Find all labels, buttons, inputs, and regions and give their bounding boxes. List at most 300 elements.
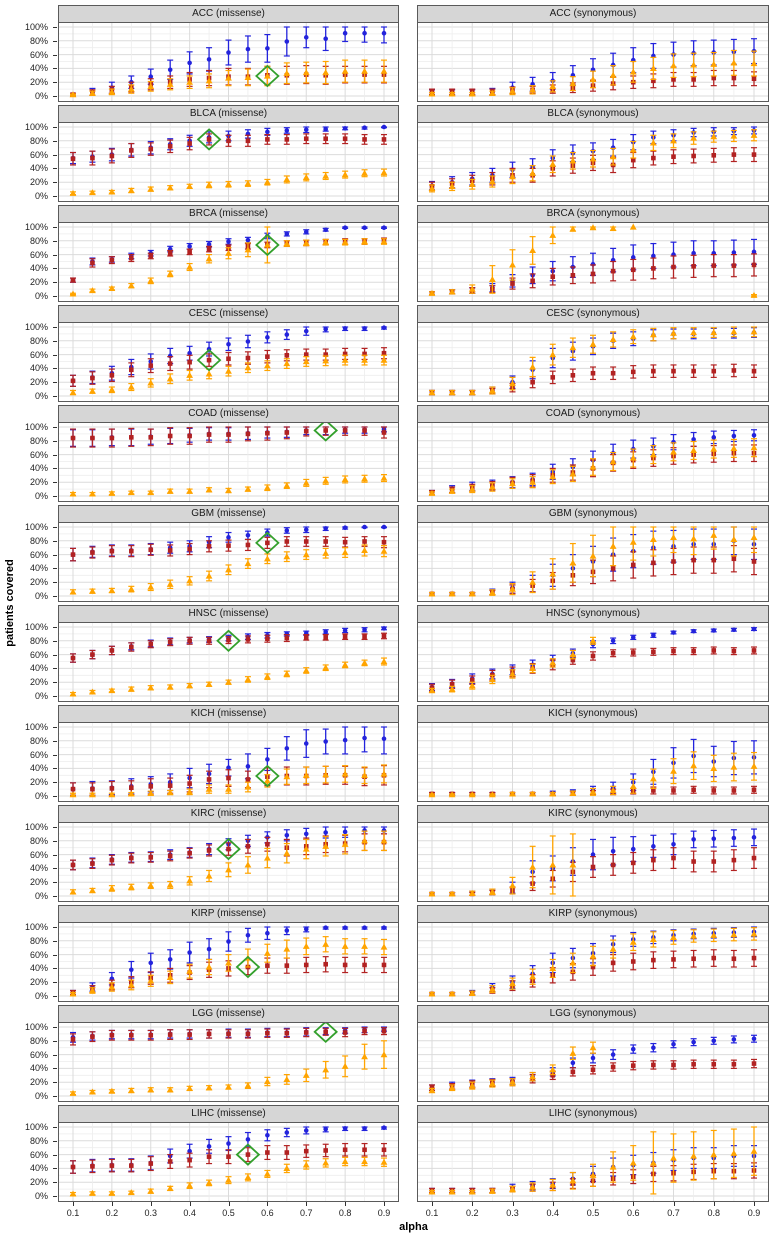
y-tick-label: 40% <box>29 763 48 774</box>
red-square-marker <box>129 856 134 861</box>
y-tick-mark <box>53 968 57 969</box>
x-tick-label: 0.7 <box>299 1208 313 1218</box>
red-square-marker <box>711 956 716 961</box>
red-square-marker <box>129 256 134 261</box>
panel-plot <box>59 223 398 301</box>
y-tick-label: 80% <box>29 1135 48 1146</box>
y-tick-mark <box>53 96 57 97</box>
blue-circle-marker <box>207 947 212 952</box>
red-square-marker <box>246 1032 251 1037</box>
orange-triangle-marker <box>322 477 329 483</box>
blue-circle-marker <box>362 736 367 741</box>
facet-strip-title: KIRP (synonymous) <box>418 906 768 923</box>
red-square-marker <box>285 353 290 358</box>
red-square-marker <box>90 861 95 866</box>
red-square-marker <box>246 356 251 361</box>
red-square-marker <box>711 859 716 864</box>
orange-triangle-marker <box>529 791 536 797</box>
y-tick-mark <box>53 155 57 156</box>
y-tick-label: 100% <box>24 122 48 132</box>
y-tick-mark <box>53 1027 57 1028</box>
red-square-marker <box>343 963 348 968</box>
red-square-marker <box>752 152 757 157</box>
panel-KIRC-missense <box>58 805 399 902</box>
orange-triangle-marker <box>381 658 388 664</box>
red-square-marker <box>90 550 95 555</box>
y-tick-mark <box>53 368 57 369</box>
red-square-marker <box>168 251 173 256</box>
orange-triangle-marker <box>429 185 436 191</box>
panel-LIHC-missense <box>58 1105 399 1202</box>
facet-strip-title: LIHC (missense) <box>59 1106 398 1123</box>
blue-circle-marker <box>691 837 696 842</box>
x-tick-mark <box>384 1202 385 1206</box>
panel-BLCA-synonymous <box>417 105 769 202</box>
orange-triangle-marker <box>710 446 717 452</box>
blue-circle-marker <box>711 836 716 841</box>
orange-triangle-marker <box>342 771 349 777</box>
blue-circle-marker <box>304 1128 309 1133</box>
orange-triangle-marker <box>670 1155 677 1161</box>
orange-triangle-marker <box>650 536 657 542</box>
orange-triangle-marker <box>245 784 252 790</box>
red-square-marker <box>611 566 616 571</box>
orange-triangle-marker <box>730 59 737 65</box>
facet-strip-title: COAD (synonymous) <box>418 406 768 423</box>
red-square-marker <box>691 77 696 82</box>
y-tick-mark <box>53 296 57 297</box>
orange-triangle-marker <box>569 344 576 350</box>
orange-triangle-marker <box>264 1078 271 1084</box>
y-tick-mark <box>53 482 57 483</box>
red-square-marker <box>110 436 115 441</box>
red-square-marker <box>129 645 134 650</box>
red-square-marker <box>382 430 387 435</box>
orange-triangle-marker <box>381 357 388 363</box>
red-square-marker <box>207 1032 212 1037</box>
blue-circle-marker <box>304 927 309 932</box>
red-square-marker <box>71 787 76 792</box>
blue-circle-marker <box>651 633 656 638</box>
orange-triangle-marker <box>361 170 368 176</box>
blue-circle-marker <box>711 435 716 440</box>
orange-triangle-marker <box>186 577 193 583</box>
red-square-marker <box>362 634 367 639</box>
blue-circle-marker <box>323 925 328 930</box>
orange-triangle-marker <box>147 584 154 590</box>
y-tick-mark <box>53 82 57 83</box>
orange-triangle-marker <box>610 336 617 342</box>
red-square-marker <box>226 847 231 852</box>
blue-circle-marker <box>285 928 290 933</box>
blue-circle-marker <box>323 739 328 744</box>
blue-circle-marker <box>285 128 290 133</box>
blue-circle-marker <box>382 31 387 36</box>
red-square-marker <box>207 432 212 437</box>
y-tick-label: 0% <box>34 491 48 501</box>
x-tick-mark <box>674 1202 675 1206</box>
red-square-marker <box>323 1030 328 1035</box>
red-square-marker <box>591 865 596 870</box>
blue-circle-marker <box>265 1133 270 1138</box>
red-square-marker <box>168 1159 173 1164</box>
red-square-marker <box>168 1032 173 1037</box>
x-tick-label: 0.2 <box>105 1208 119 1218</box>
y-tick-mark <box>53 241 57 242</box>
y-tick-label: 40% <box>29 663 48 674</box>
red-square-marker <box>711 369 716 374</box>
blue-circle-marker <box>187 950 192 955</box>
y-tick-label: 80% <box>29 535 48 546</box>
x-tick-mark <box>306 1202 307 1206</box>
orange-triangle-marker <box>569 959 576 965</box>
blue-circle-marker <box>285 746 290 751</box>
red-square-marker <box>382 1029 387 1034</box>
x-tick-mark <box>432 1202 433 1206</box>
y-tick-label: 40% <box>29 1063 48 1074</box>
orange-triangle-marker <box>147 977 154 983</box>
panel-COAD-synonymous <box>417 405 769 502</box>
blue-circle-marker <box>226 239 231 244</box>
y-tick-label: 0% <box>34 1191 48 1201</box>
panel-CESC-synonymous <box>417 305 769 402</box>
x-tick-label: 0.3 <box>144 1208 157 1218</box>
red-square-marker <box>304 635 309 640</box>
blue-circle-marker <box>382 626 387 631</box>
y-tick-mark <box>53 396 57 397</box>
red-square-marker <box>246 844 251 849</box>
blue-circle-marker <box>362 627 367 632</box>
red-square-marker <box>207 777 212 782</box>
y-tick-label: 60% <box>29 649 48 660</box>
red-square-marker <box>187 360 192 365</box>
y-tick-label: 80% <box>29 935 48 946</box>
blue-circle-marker <box>343 225 348 230</box>
orange-triangle-marker <box>342 943 349 949</box>
red-square-marker <box>752 956 757 961</box>
orange-triangle-marker <box>361 475 368 481</box>
red-square-marker <box>265 1150 270 1155</box>
y-tick-mark <box>53 68 57 69</box>
y-tick-mark <box>53 441 57 442</box>
blue-circle-marker <box>711 628 716 633</box>
orange-triangle-marker <box>590 464 597 470</box>
y-tick-mark <box>53 468 57 469</box>
orange-triangle-marker <box>489 178 496 184</box>
red-square-marker <box>148 363 153 368</box>
red-square-marker <box>207 639 212 644</box>
red-square-marker <box>571 273 576 278</box>
red-square-marker <box>265 842 270 847</box>
red-square-marker <box>285 539 290 544</box>
orange-triangle-marker <box>342 841 349 847</box>
orange-triangle-marker <box>590 553 597 559</box>
red-square-marker <box>110 648 115 653</box>
y-tick-mark <box>53 427 57 428</box>
orange-triangle-marker <box>70 991 77 997</box>
red-square-marker <box>187 141 192 146</box>
blue-circle-marker <box>323 327 328 332</box>
red-square-marker <box>732 556 737 561</box>
blue-circle-marker <box>323 1127 328 1132</box>
blue-circle-marker <box>362 525 367 530</box>
orange-triangle-marker <box>303 1162 310 1168</box>
orange-triangle-marker <box>509 791 516 797</box>
panel-plot <box>418 1023 768 1101</box>
blue-circle-marker <box>691 1040 696 1045</box>
orange-triangle-marker <box>322 550 329 556</box>
red-square-marker <box>90 376 95 381</box>
blue-circle-marker <box>304 741 309 746</box>
red-square-marker <box>207 1154 212 1159</box>
orange-triangle-marker <box>225 866 232 872</box>
orange-triangle-marker <box>690 1153 697 1159</box>
x-tick-label: 0.7 <box>667 1208 680 1218</box>
red-square-marker <box>752 648 757 653</box>
red-square-marker <box>752 263 757 268</box>
orange-triangle-marker <box>206 77 213 83</box>
red-square-marker <box>187 851 192 856</box>
orange-triangle-marker <box>751 328 758 334</box>
facet-strip-title: LIHC (synonymous) <box>418 1106 768 1123</box>
red-square-marker <box>732 956 737 961</box>
red-square-marker <box>110 786 115 791</box>
y-tick-mark <box>53 827 57 828</box>
blue-circle-marker <box>285 833 290 838</box>
orange-triangle-marker <box>751 1148 758 1154</box>
orange-triangle-marker <box>245 364 252 370</box>
orange-triangle-marker <box>690 535 697 541</box>
y-tick-label: 0% <box>34 91 48 101</box>
orange-triangle-marker <box>489 1080 496 1086</box>
y-tick-label: 60% <box>29 249 48 260</box>
orange-triangle-marker <box>381 944 388 950</box>
orange-triangle-marker <box>225 1177 232 1183</box>
panel-LIHC-synonymous <box>417 1105 769 1202</box>
red-square-marker <box>246 139 251 144</box>
y-tick-mark <box>53 955 57 956</box>
blue-circle-marker <box>323 526 328 531</box>
red-square-marker <box>187 639 192 644</box>
orange-triangle-marker <box>610 946 617 952</box>
blue-circle-marker <box>732 1037 737 1042</box>
x-tick-mark <box>151 1202 152 1206</box>
panel-plot <box>418 323 768 401</box>
panel-GBM-synonymous <box>417 505 769 602</box>
orange-triangle-marker <box>690 62 697 68</box>
orange-triangle-marker <box>225 566 232 572</box>
blue-circle-marker <box>343 830 348 835</box>
blue-circle-marker <box>691 629 696 634</box>
orange-triangle-marker <box>670 534 677 540</box>
y-tick-mark <box>53 855 57 856</box>
orange-triangle-marker <box>730 536 737 542</box>
red-square-marker <box>168 434 173 439</box>
orange-triangle-marker <box>264 950 271 956</box>
blue-circle-marker <box>752 1036 757 1041</box>
red-square-marker <box>187 434 192 439</box>
red-square-marker <box>148 1161 153 1166</box>
y-tick-label: 80% <box>29 435 48 446</box>
orange-triangle-marker <box>167 375 174 381</box>
orange-triangle-marker <box>549 571 556 577</box>
x-tick-label: 0.8 <box>338 1208 352 1218</box>
red-square-marker <box>148 254 153 259</box>
orange-triangle-marker <box>710 329 717 335</box>
blue-circle-marker <box>343 525 348 530</box>
orange-triangle-marker <box>670 330 677 336</box>
blue-circle-marker <box>323 127 328 132</box>
panel-COAD-missense <box>58 405 399 502</box>
red-square-marker <box>651 650 656 655</box>
orange-triangle-marker <box>245 560 252 566</box>
y-tick-mark <box>53 341 57 342</box>
y-tick-label: 20% <box>29 77 48 88</box>
orange-triangle-marker <box>590 953 597 959</box>
red-square-marker <box>323 539 328 544</box>
y-tick-label: 20% <box>29 1177 48 1188</box>
orange-triangle-marker <box>186 264 193 270</box>
orange-triangle-marker <box>381 169 388 175</box>
facet-strip-title: CESC (synonymous) <box>418 306 768 323</box>
y-tick-label: 60% <box>29 849 48 860</box>
red-square-marker <box>265 1031 270 1036</box>
y-tick-mark <box>53 582 57 583</box>
red-square-marker <box>691 956 696 961</box>
orange-triangle-marker <box>630 1159 637 1165</box>
facet-strip-title: CESC (missense) <box>59 306 398 323</box>
red-square-marker <box>691 649 696 654</box>
red-square-marker <box>631 1063 636 1068</box>
red-square-marker <box>671 265 676 270</box>
y-tick-mark <box>53 668 57 669</box>
y-tick-label: 20% <box>29 877 48 888</box>
x-tick-label: 0.6 <box>261 1208 274 1218</box>
red-square-marker <box>246 1152 251 1157</box>
red-square-marker <box>691 369 696 374</box>
blue-circle-marker <box>304 832 309 837</box>
y-tick-mark <box>53 455 57 456</box>
y-tick-label: 0% <box>34 191 48 201</box>
red-square-marker <box>550 274 555 279</box>
red-square-marker <box>732 152 737 157</box>
blue-circle-marker <box>591 1056 596 1061</box>
blue-circle-marker <box>323 36 328 41</box>
orange-triangle-marker <box>449 891 456 897</box>
red-square-marker <box>71 656 76 661</box>
orange-triangle-marker <box>549 862 556 868</box>
red-square-marker <box>207 247 212 252</box>
orange-triangle-marker <box>147 489 154 495</box>
y-tick-label: 100% <box>24 422 48 432</box>
blue-circle-marker <box>304 230 309 235</box>
x-tick-label: 0.4 <box>183 1208 196 1218</box>
orange-triangle-marker <box>670 934 677 940</box>
orange-triangle-marker <box>630 939 637 945</box>
red-square-marker <box>168 361 173 366</box>
x-tick-mark <box>513 1202 514 1206</box>
panel-plot <box>418 23 768 101</box>
y-tick-mark <box>53 796 57 797</box>
panel-plot <box>59 523 398 601</box>
y-tick-mark <box>53 268 57 269</box>
x-tick-mark <box>112 1202 113 1206</box>
y-tick-mark <box>53 768 57 769</box>
facet-strip-title: BLCA (missense) <box>59 106 398 123</box>
red-square-marker <box>187 1032 192 1037</box>
y-tick-mark <box>53 555 57 556</box>
orange-triangle-marker <box>322 69 329 75</box>
panel-plot <box>59 423 398 501</box>
red-square-marker <box>148 547 153 552</box>
red-square-marker <box>226 432 231 437</box>
red-square-marker <box>711 1062 716 1067</box>
red-square-marker <box>732 263 737 268</box>
x-tick-label: 0.8 <box>707 1208 720 1218</box>
red-square-marker <box>265 636 270 641</box>
blue-circle-marker <box>226 535 231 540</box>
y-tick-mark <box>53 355 57 356</box>
panel-plot <box>418 923 768 1001</box>
blue-circle-marker <box>246 764 251 769</box>
red-square-marker <box>110 154 115 159</box>
red-square-marker <box>691 154 696 159</box>
orange-triangle-marker <box>751 534 758 540</box>
orange-triangle-marker <box>751 132 758 138</box>
orange-triangle-marker <box>590 341 597 347</box>
red-square-marker <box>246 637 251 642</box>
red-square-marker <box>285 636 290 641</box>
blue-circle-marker <box>226 939 231 944</box>
orange-triangle-marker <box>322 1159 329 1165</box>
y-tick-mark <box>53 696 57 697</box>
orange-triangle-marker <box>690 329 697 335</box>
red-square-marker <box>148 147 153 152</box>
red-square-marker <box>362 1029 367 1034</box>
y-tick-label: 100% <box>24 1122 48 1132</box>
facet-strip-title: HNSC (synonymous) <box>418 606 768 623</box>
blue-circle-marker <box>343 326 348 331</box>
orange-triangle-marker <box>322 1066 329 1072</box>
x-tick-mark <box>633 1202 634 1206</box>
y-tick-label: 40% <box>29 463 48 474</box>
blue-circle-marker <box>362 1126 367 1131</box>
red-square-marker <box>362 428 367 433</box>
red-square-marker <box>752 1061 757 1066</box>
orange-triangle-marker <box>322 843 329 849</box>
red-square-marker <box>110 549 115 554</box>
blue-circle-marker <box>732 627 737 632</box>
red-square-marker <box>343 428 348 433</box>
y-tick-label: 60% <box>29 1149 48 1160</box>
red-square-marker <box>323 962 328 967</box>
red-square-marker <box>71 436 76 441</box>
blue-circle-marker <box>343 126 348 131</box>
y-tick-mark <box>53 55 57 56</box>
y-tick-label: 80% <box>29 335 48 346</box>
red-square-marker <box>304 429 309 434</box>
red-square-marker <box>285 137 290 142</box>
red-square-marker <box>129 367 134 372</box>
y-tick-mark <box>53 27 57 28</box>
orange-triangle-marker <box>206 964 213 970</box>
x-tick-label: 0.5 <box>586 1208 600 1218</box>
orange-triangle-marker <box>283 1076 290 1082</box>
red-square-marker <box>71 156 76 161</box>
red-square-marker <box>651 958 656 963</box>
red-square-marker <box>571 373 576 378</box>
y-tick-mark <box>53 596 57 597</box>
